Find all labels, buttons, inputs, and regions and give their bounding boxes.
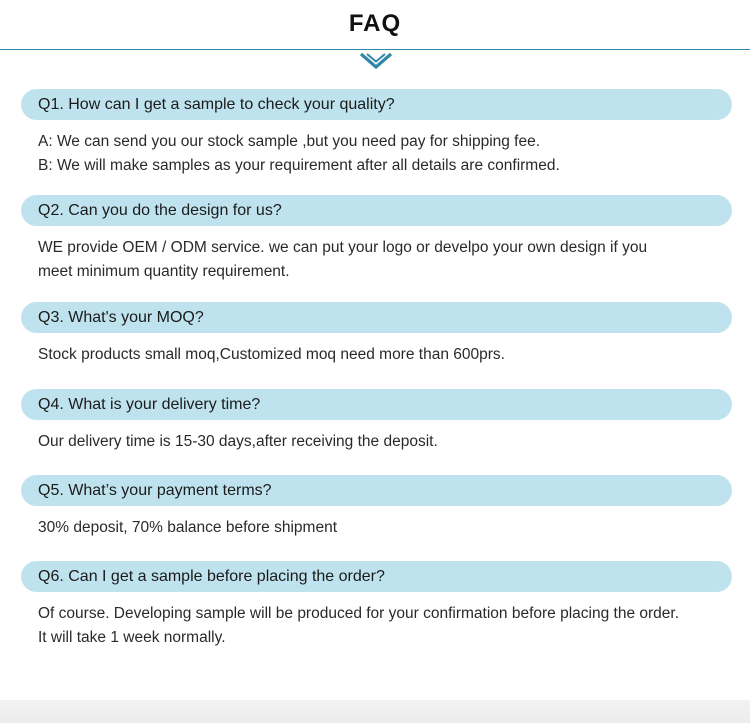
- faq-question[interactable]: Q6. Can I get a sample before placing the order?: [21, 561, 732, 592]
- answer-line: 30% deposit, 70% balance before shipment: [38, 519, 338, 536]
- answer-line: A: We can send you our stock sample ,but you need pay for shipping fee.: [38, 133, 541, 150]
- answer-line: meet minimum quantity requirement.: [38, 263, 290, 280]
- faq-answer: [38, 343, 728, 367]
- faq-question[interactable]: Q1. How can I get a sample to check your quality?: [21, 89, 732, 120]
- faq-question[interactable]: Q5. What’s your payment terms?: [21, 475, 732, 506]
- faq-question[interactable]: Q3. What's your MOQ?: [21, 302, 732, 333]
- faq-question[interactable]: Q2. Can you do the design for us?: [21, 195, 732, 226]
- faq-answer: [38, 516, 728, 540]
- faq-answer: [38, 236, 728, 284]
- faq-answer: [38, 130, 728, 178]
- page-footer-band: [0, 700, 750, 723]
- faq-question[interactable]: Q4. What is your delivery time?: [21, 389, 732, 420]
- page-title: FAQ: [348, 10, 402, 37]
- answer-line: Our delivery time is 15-30 days,after receiving the deposit.: [38, 433, 438, 450]
- answer-line: Stock products small moq,Customized moq need more than 600prs.: [38, 346, 505, 363]
- faq-answer: [38, 430, 728, 454]
- faq-answer: [38, 602, 728, 650]
- answer-line: It will take 1 week normally.: [38, 629, 226, 646]
- answer-line: WE provide OEM / ODM service. we can put your logo or develpo your own design if you: [38, 239, 648, 256]
- answer-line: B: We will make samples as your requirement after all details are confirmed.: [38, 157, 560, 174]
- answer-line: Of course. Developing sample will be produced for your confirmation before placing the order.: [38, 605, 680, 622]
